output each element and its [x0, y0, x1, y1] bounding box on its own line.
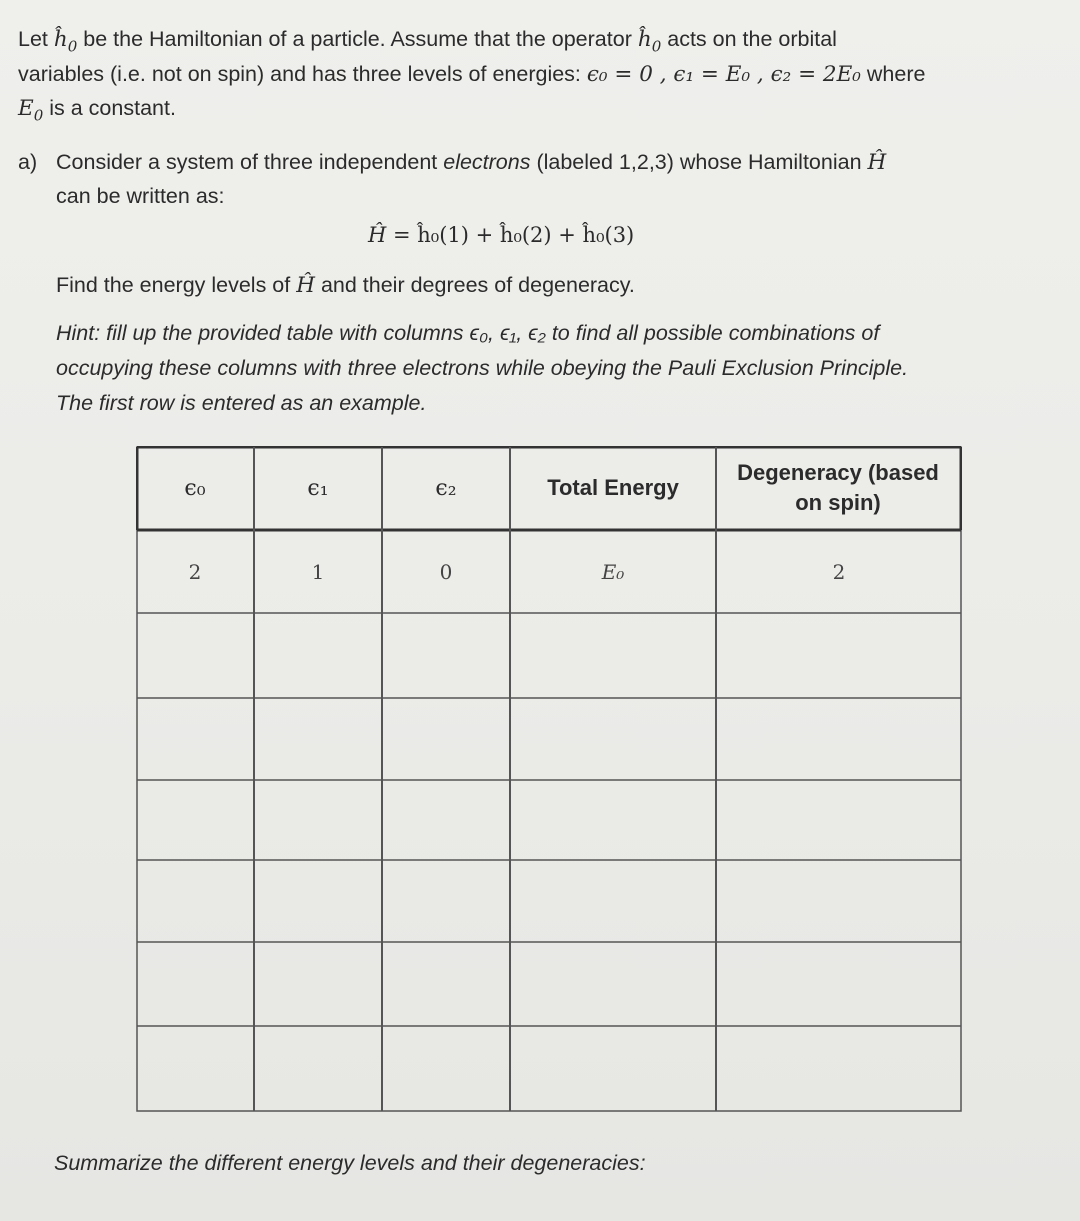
part-a-line-2: can be written as: — [56, 184, 225, 208]
header-epsilon-0: ϵ₀ — [184, 475, 206, 501]
intro-line-1: Let $ĥ_0$ be the Hamiltonian of a particle. Assume that the operator $ĥ_0$ acts on the orbital — [18, 27, 837, 56]
hamiltonian-equation: Ĥ = ĥ₀(1) + ĥ₀(2) + ĥ₀(3) — [368, 223, 635, 247]
part-a-line-1: Consider a system of three independent electrons (labeled 1,2,3) whose Hamiltonian Ĥ — [56, 150, 887, 175]
example-cell-epsilon-2: 0 — [439, 559, 453, 584]
header-degeneracy: Degeneracy (based on spin) — [737, 460, 939, 515]
hint-line-2: occupying these columns with three electrons while obeying the Pauli Exclusion Principle. — [56, 356, 909, 380]
example-cell-degeneracy: 2 — [832, 559, 846, 584]
intro-line-3: $E_0$ is a constant. — [18, 96, 176, 125]
intro-line-2: variables (i.e. not on spin) and has three levels of energies: ϵ₀ = 0 , ϵ₁ = E₀ , ϵ₂ = 2E₀ where — [18, 62, 926, 87]
example-cell-total-energy: E₀ — [601, 559, 625, 584]
energy-levels-equation: ϵ₀ = 0 , ϵ₁ = E₀ , ϵ₂ = 2E₀ — [586, 62, 861, 87]
occupation-table — [136, 446, 962, 1112]
header-total-energy: Total Energy — [547, 475, 679, 500]
part-a-label: a) — [18, 150, 38, 174]
example-cell-epsilon-0: 2 — [188, 559, 202, 584]
header-epsilon-2: ϵ₂ — [435, 475, 457, 501]
find-instruction: Find the energy levels of Ĥ and their degrees of degeneracy. — [56, 273, 635, 298]
hint-line-3: The first row is entered as an example. — [56, 391, 427, 415]
example-cell-epsilon-1: 1 — [311, 559, 325, 584]
header-epsilon-1: ϵ₁ — [307, 475, 329, 501]
hint-line-1: Hint: fill up the provided table with columns ϵ₀, ϵ₁, ϵ₂ to find all possible combinations of — [56, 321, 880, 345]
h0-symbol: $ĥ_0$ — [53, 27, 78, 56]
summary-prompt: Summarize the different energy levels and their degeneracies: — [54, 1151, 646, 1175]
